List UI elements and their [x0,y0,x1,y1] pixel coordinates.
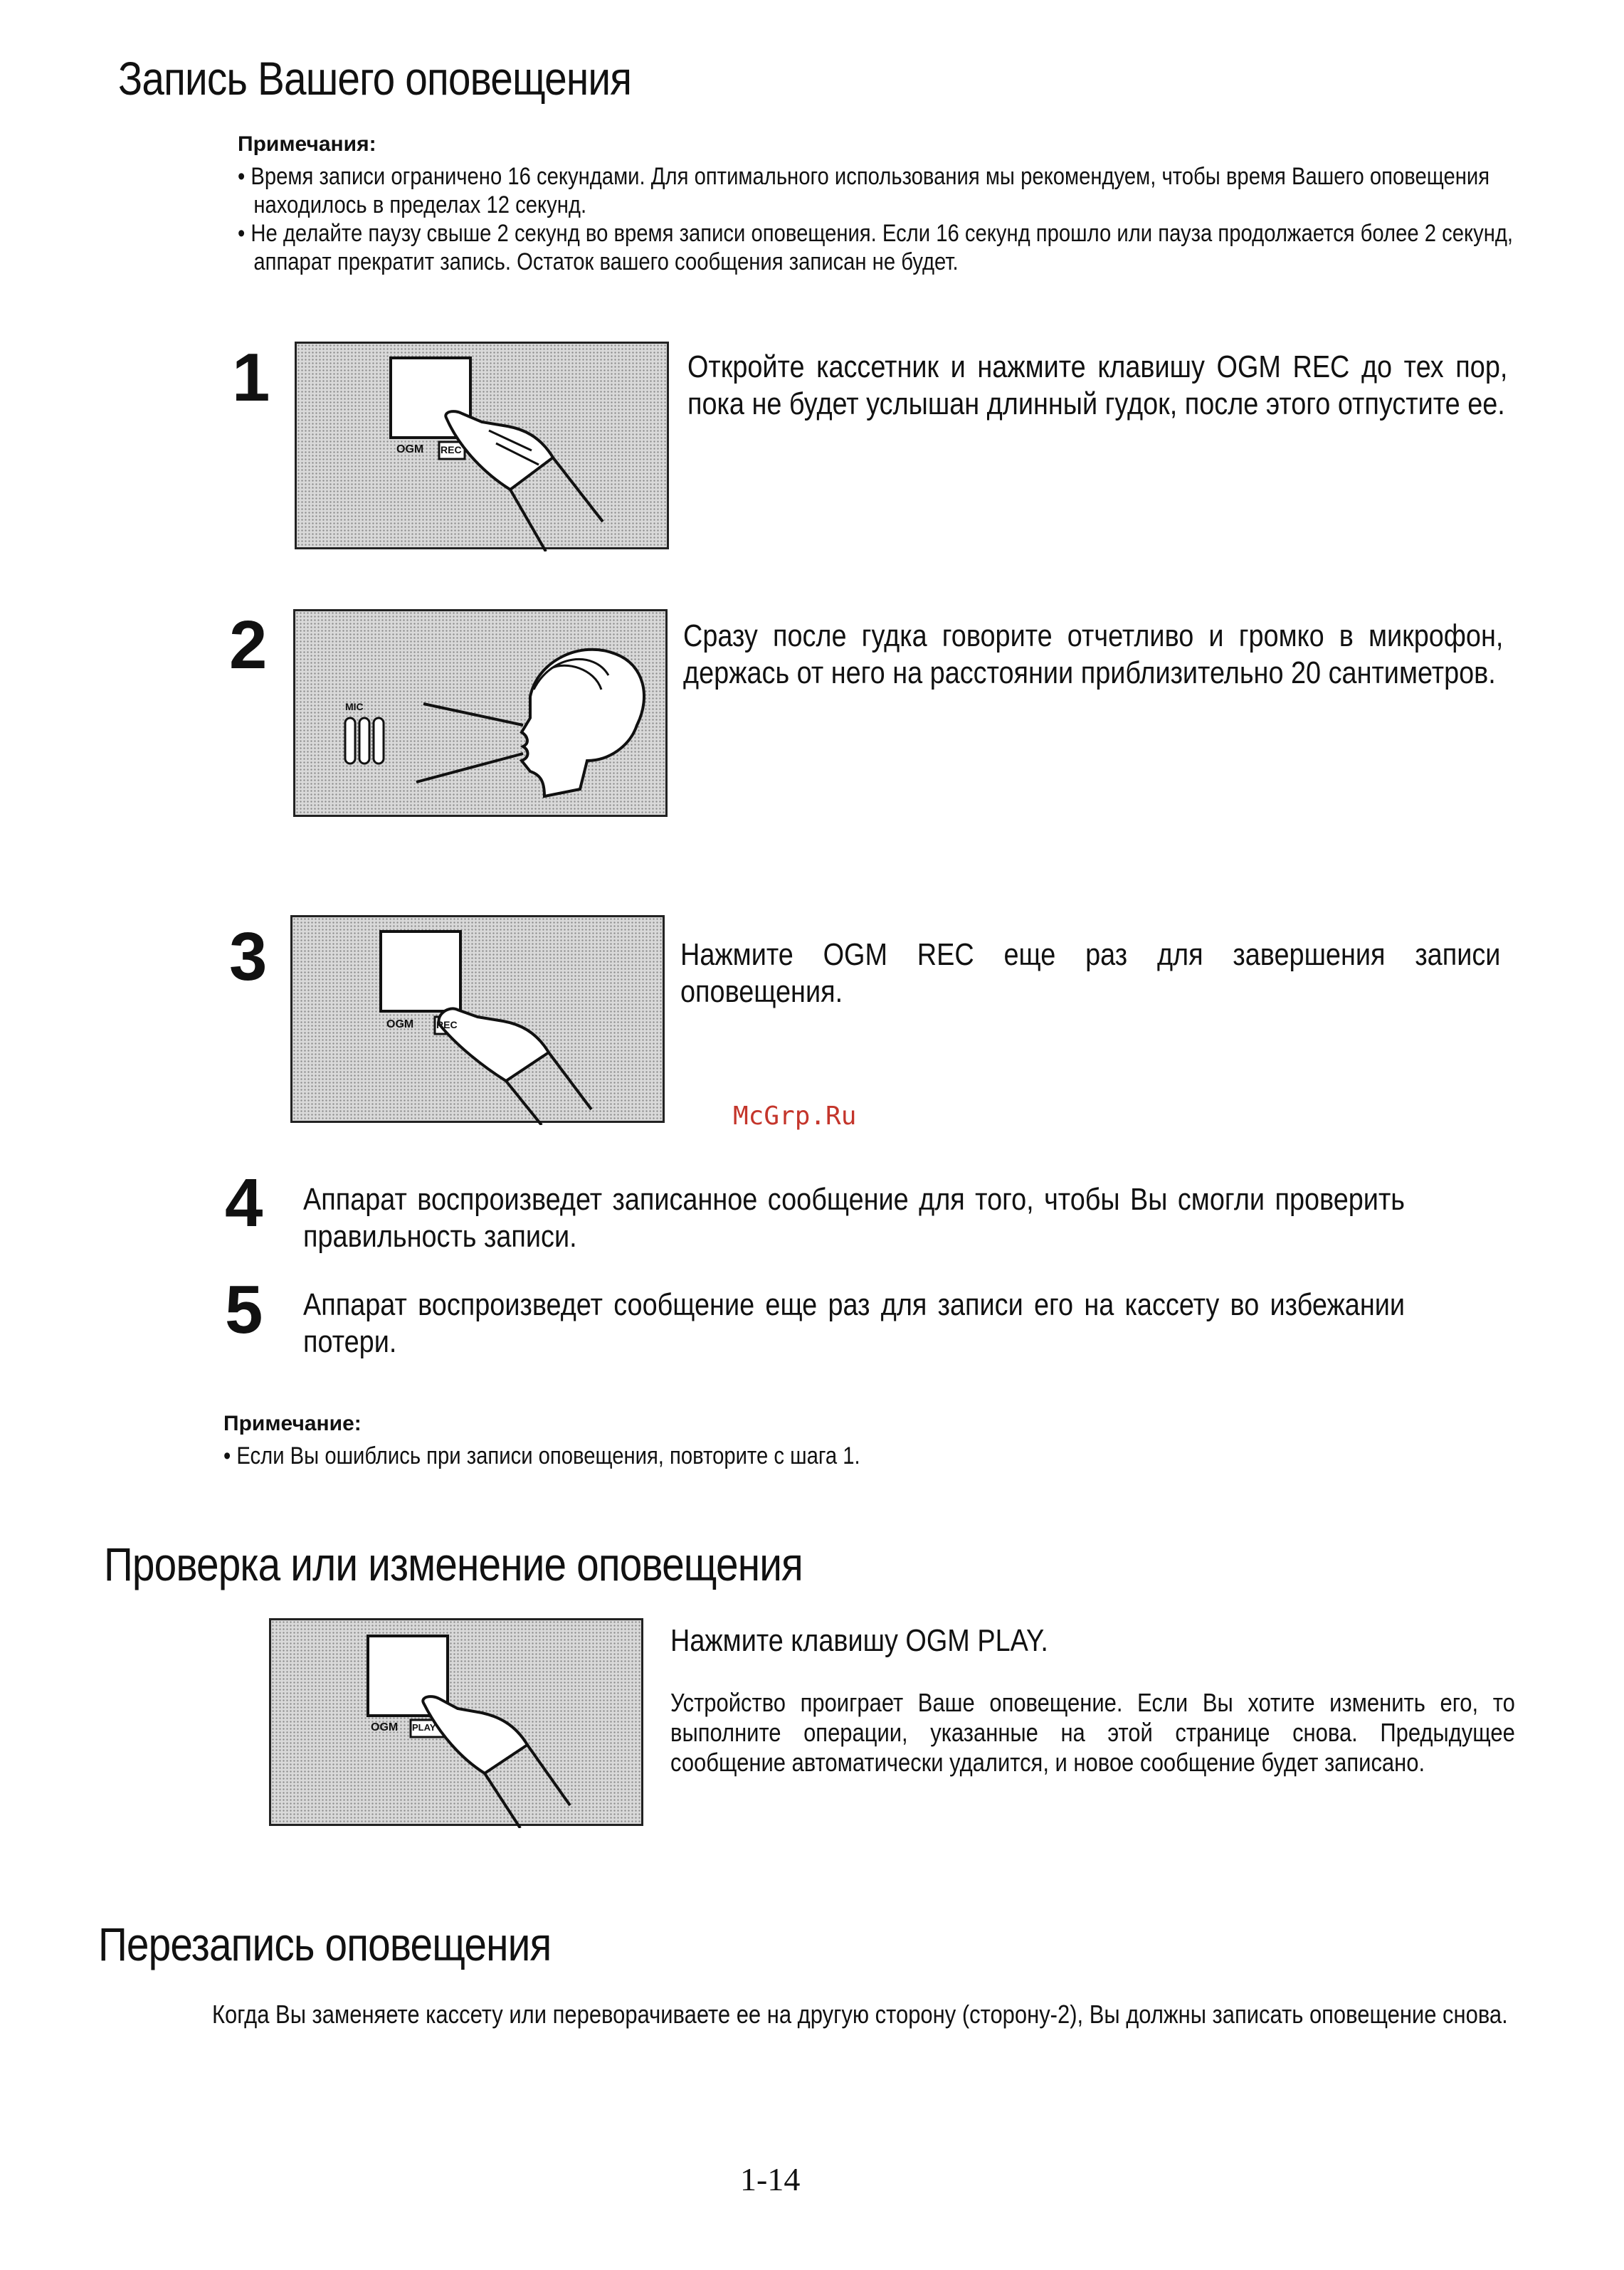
rec-key-label: REC [436,1019,458,1030]
step-text: Сразу после гудка говорите отчетливо и громко в микрофон, держась от него на расстоянии приблизительно 20 сантиметров. [683,618,1504,690]
hand-press-icon [297,344,671,551]
step-number: 3 [229,919,268,995]
rec-key-label: REC [441,444,462,455]
step-number: 5 [225,1272,263,1348]
instruction: Нажмите клавишу OGM PLAY. [670,1623,1048,1658]
step-text: Аппарат воспроизведет сообщение еще раз для записи его на кассету во избежании потери. [303,1287,1405,1359]
section-title-record: Запись Вашего оповещения [118,52,632,105]
hand-press-icon [292,917,667,1125]
mic-label: MIC [345,701,364,712]
step-number: 2 [229,607,268,683]
notes-list [238,162,1572,276]
ogm-label: OGM [396,443,424,455]
step-number: 1 [232,339,270,416]
notes-title: Примечания: [238,132,376,156]
watermark: McGrp.Ru [733,1102,857,1131]
illustration-ogm-rec-press [290,915,665,1123]
illustration-ogm-rec-press [295,342,669,549]
page-number: 1-14 [740,2161,801,2197]
description: Устройство проиграет Ваше оповещение. Если Вы хотите изменить его, то выполните операции, указанные на этой странице снова. Предыдущее сообщение автоматически удалится, и новое сообщение будет записано. [670,1688,1515,1777]
ogm-label: OGM [386,1018,414,1030]
step-number: 4 [225,1165,263,1241]
note-item: • Если Вы ошиблись при записи оповещения, повторите с шага 1. [223,1442,860,1469]
section-title-rerecord: Перезапись оповещения [98,1918,552,1970]
step-text: Нажмите OGM REC еще раз для завершения записи оповещения. [680,937,1501,1009]
person-speaking-icon [295,611,670,819]
hand-press-icon [271,1620,645,1828]
illustration-ogm-play-press [269,1618,643,1826]
step-text: Аппарат воспроизведет записанное сообщение для того, чтобы Вы смогли проверить правильность записи. [303,1182,1405,1254]
rerecord-text: Когда Вы заменяете кассету или переворачиваете ее на другую сторону (сторону-2), Вы должны записать оповещение снова. [212,2000,1508,2029]
note-item: • Не делайте паузу свыше 2 секунд во время записи оповещения. Если 16 секунд прошло или пауза продолжается более 2 секунд, аппарат прекратит запись. Остаток вашего сообщения записан не будет. [238,220,1514,275]
play-key-label: PLAY [412,1722,436,1733]
step-text: Откройте кассетник и нажмите клавишу OGM REC до тех пор, пока не будет услышан длинный гудок, после этого отпустите ее. [687,349,1508,421]
ogm-label: OGM [371,1721,399,1733]
note-item: • Время записи ограничено 16 секундами. Для оптимального использования мы рекомендуем, чтобы время Вашего оповещения находилось в пределах 12 секунд. [238,163,1490,218]
illustration-speak-into-mic [293,609,668,817]
section-title-check: Проверка или изменение оповещения [104,1538,803,1590]
note-title: Примечание: [223,1412,362,1435]
